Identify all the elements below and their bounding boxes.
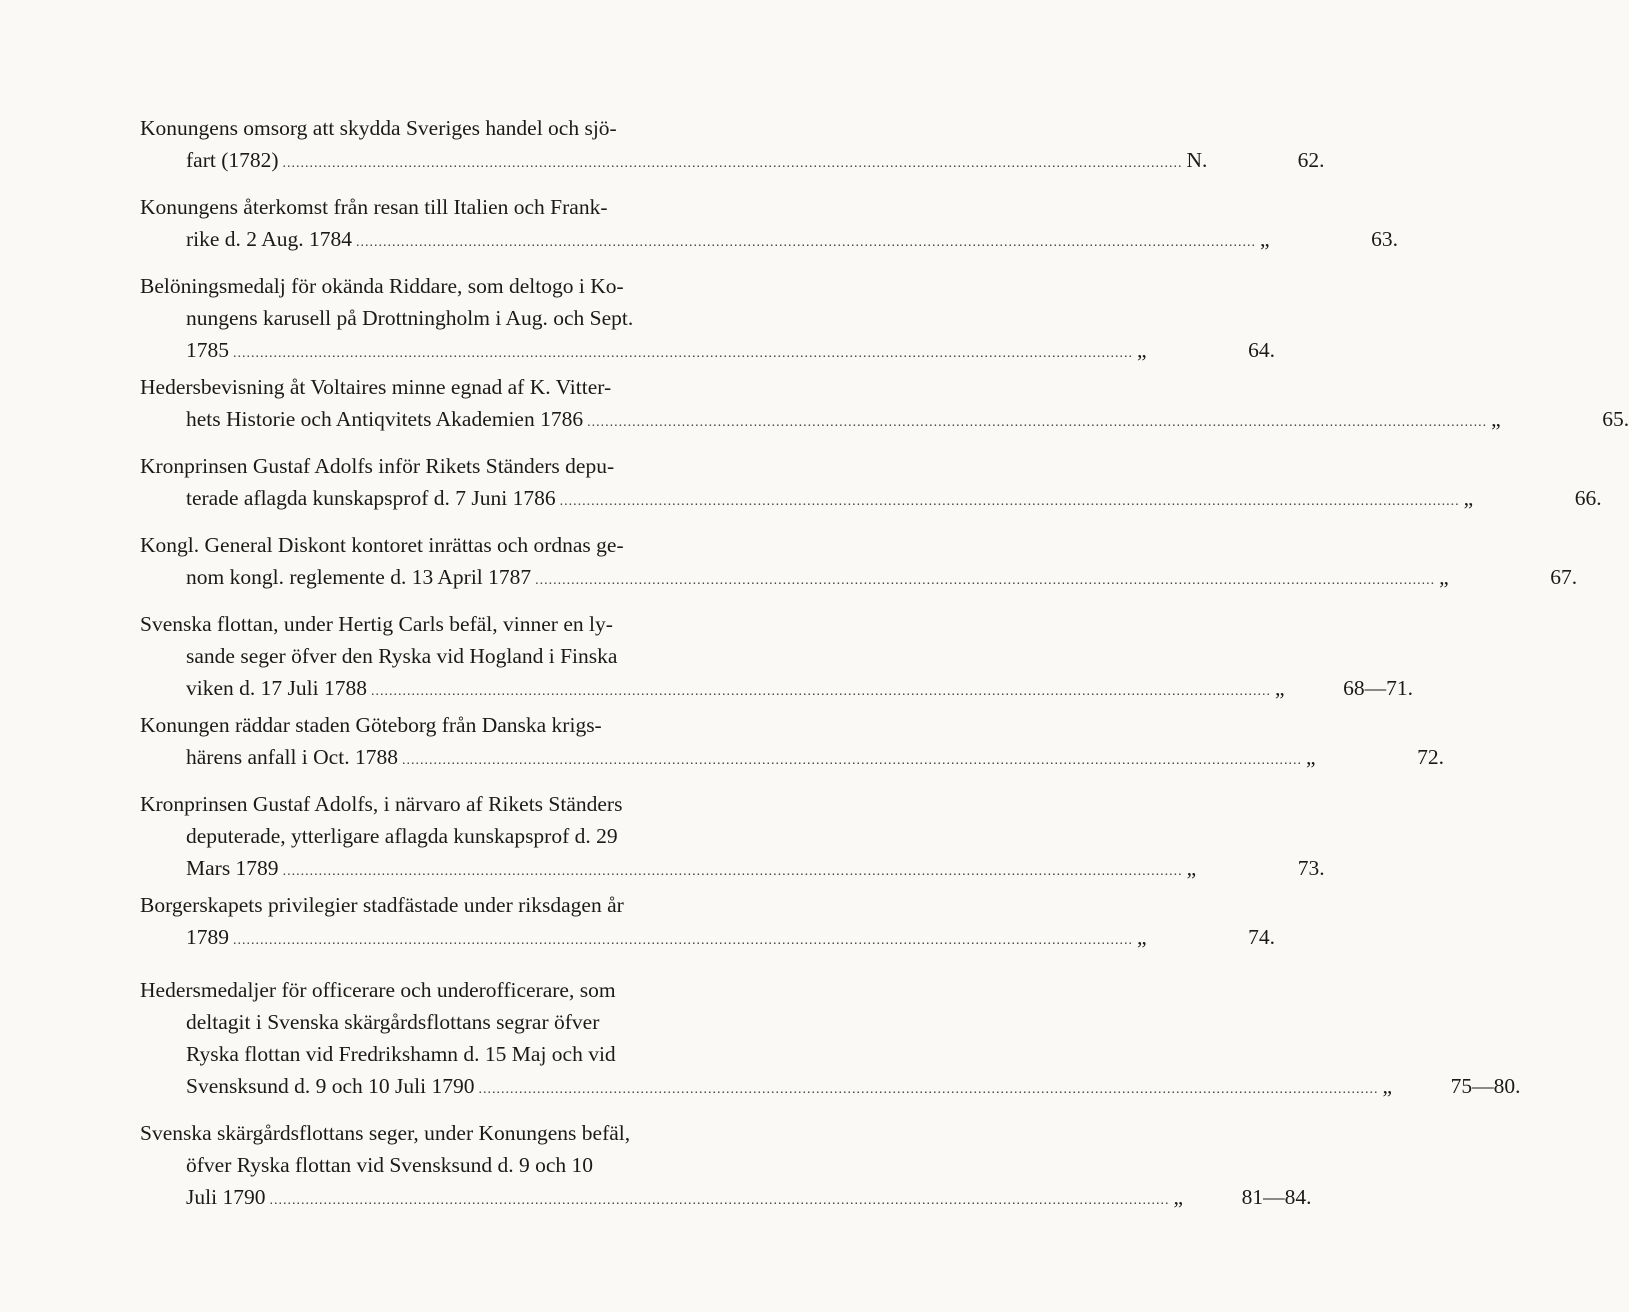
entry-line: sande seger öfver den Ryska vid Hogland i Finska xyxy=(186,644,618,668)
entry-last-line xyxy=(140,1181,1312,1213)
entry-mark: „ xyxy=(1186,856,1197,880)
toc-entry xyxy=(140,371,1629,435)
entry-line: Borgerskapets privilegier stadfästade under riksdagen år xyxy=(140,893,624,917)
toc-entry xyxy=(140,450,1602,514)
entry-line: rike d. 2 Aug. 1784 xyxy=(186,227,353,251)
entry-mark: „ xyxy=(1274,676,1285,700)
page-number: 67. xyxy=(1550,565,1578,589)
entry-line: terade aflagda kunskapsprof d. 7 Juni 1786 xyxy=(186,486,556,510)
entry-last-line xyxy=(140,223,1399,255)
page-number: 64. xyxy=(1248,338,1275,362)
toc-entry xyxy=(140,529,1578,593)
entry-line: Juli 1790 xyxy=(186,1185,266,1209)
entry-mark: „ xyxy=(1382,1074,1393,1098)
entry-line: Kongl. General Diskont kontoret inrättas och ordnas ge- xyxy=(140,533,624,557)
entry-line: viken d. 17 Juli 1788 xyxy=(186,676,367,700)
page-number: 73. xyxy=(1297,856,1325,880)
dot-leader: ........................................................................................................................................................................................................ xyxy=(282,156,1183,171)
entry-line: öfver Ryska flottan vid Svensksund d. 9 och 10 xyxy=(186,1153,593,1177)
dot-leader: ........................................................................................................................................................................................................ xyxy=(559,494,1460,509)
entry-line: Hedersmedaljer för officerare och underofficerare, som xyxy=(140,978,616,1002)
entry-line: 1785 xyxy=(186,338,229,362)
entry-last-line xyxy=(140,561,1578,593)
entry-line: hets Historie och Antiqvitets Akademien 1786 xyxy=(186,407,584,431)
entry-line: deltagit i Svenska skärgårdsflottans segrar öfver xyxy=(186,1010,600,1034)
entry-last-line xyxy=(140,852,1325,884)
entry-mark: „ xyxy=(1260,227,1270,251)
entry-line: nom kongl. reglemente d. 13 April 1787 xyxy=(186,565,532,589)
entry-line: nungens karusell på Drottningholm i Aug. och Sept. xyxy=(186,306,634,330)
page-number: 75—80. xyxy=(1450,1074,1521,1098)
entry-mark: „ xyxy=(1439,565,1449,589)
entry-line: Konungens omsorg att skydda Sveriges handel och sjö- xyxy=(140,116,617,140)
page-number: 66. xyxy=(1574,486,1602,510)
entry-line: deputerade, ytterligare aflagda kunskapsprof d. 29 xyxy=(186,824,618,848)
entry-line: Svensksund d. 9 och 10 Juli 1790 xyxy=(186,1074,475,1098)
entry-line: 1789 xyxy=(186,925,229,949)
entry-last-line xyxy=(140,741,1444,773)
dot-leader: ........................................................................................................................................................................................................ xyxy=(233,933,1133,948)
entry-last-line xyxy=(140,403,1629,435)
entry-line: Mars 1789 xyxy=(186,856,279,880)
entry-line: Kronprinsen Gustaf Adolfs inför Rikets Ständers depu- xyxy=(140,454,615,478)
dot-leader: ........................................................................................................................................................................................................ xyxy=(233,346,1133,361)
toc-entry xyxy=(140,709,1444,773)
entry-mark: „ xyxy=(1305,745,1316,769)
dot-leader: ........................................................................................................................................................................................................ xyxy=(535,573,1436,588)
dot-leader: ........................................................................................................................................................................................................ xyxy=(401,753,1302,768)
dot-leader: ........................................................................................................................................................................................................ xyxy=(478,1082,1379,1097)
entry-line: Svenska flottan, under Hertig Carls befäl, vinner en ly- xyxy=(140,612,613,636)
entry-mark: „ xyxy=(1173,1185,1183,1209)
toc-entry xyxy=(140,191,1399,255)
entry-last-line xyxy=(140,144,1325,176)
page-number: 68—71. xyxy=(1343,676,1413,700)
page-number: 81—84. xyxy=(1241,1185,1312,1209)
toc-entry xyxy=(140,889,1275,953)
dot-leader: ........................................................................................................................................................................................................ xyxy=(269,1193,1170,1208)
entry-mark: „ xyxy=(1491,407,1501,431)
entry-line: Konungens återkomst från resan till Italien och Frank- xyxy=(140,195,608,219)
entry-last-line xyxy=(140,672,1413,704)
entry-line: Ryska flottan vid Fredrikshamn d. 15 Maj och vid xyxy=(186,1042,616,1066)
dot-leader: ........................................................................................................................................................................................................ xyxy=(282,864,1183,879)
entry-last-line xyxy=(140,334,1275,366)
entry-line: Belöningsmedalj för okända Riddare, som deltogo i Ko- xyxy=(140,274,624,298)
dot-leader: ........................................................................................................................................................................................................ xyxy=(370,684,1271,699)
toc-entry xyxy=(140,112,1325,176)
entry-line: härens anfall i Oct. 1788 xyxy=(186,745,398,769)
entry-mark: „ xyxy=(1463,486,1474,510)
page-number: 62. xyxy=(1297,148,1325,172)
toc-entry xyxy=(140,974,1521,1102)
toc-entry xyxy=(140,1117,1312,1213)
entry-line: Svenska skärgårdsflottans seger, under Konungens befäl, xyxy=(140,1121,631,1145)
entry-line: Hedersbevisning åt Voltaires minne egnad af K. Vitter- xyxy=(140,375,612,399)
page-number: 65. xyxy=(1602,407,1629,431)
entry-last-line xyxy=(140,1070,1521,1102)
page-number: 72. xyxy=(1417,745,1444,769)
entry-last-line xyxy=(140,482,1602,514)
entry-line: Kronprinsen Gustaf Adolfs, i närvaro af Rikets Ständers xyxy=(140,792,623,816)
page-number: 63. xyxy=(1371,227,1399,251)
toc-entry xyxy=(140,788,1325,884)
entry-mark: „ xyxy=(1137,338,1147,362)
toc-entry xyxy=(140,608,1413,704)
entry-line: fart (1782) xyxy=(186,148,279,172)
dot-leader: ........................................................................................................................................................................................................ xyxy=(356,235,1257,250)
entry-mark: N. xyxy=(1186,148,1208,172)
entry-line: Konungen räddar staden Göteborg från Danska krigs- xyxy=(140,713,602,737)
entry-mark: „ xyxy=(1137,925,1147,949)
page-number: 74. xyxy=(1248,925,1275,949)
dot-leader: ........................................................................................................................................................................................................ xyxy=(587,415,1488,430)
toc-entry xyxy=(140,270,1275,366)
entry-last-line xyxy=(140,921,1275,953)
